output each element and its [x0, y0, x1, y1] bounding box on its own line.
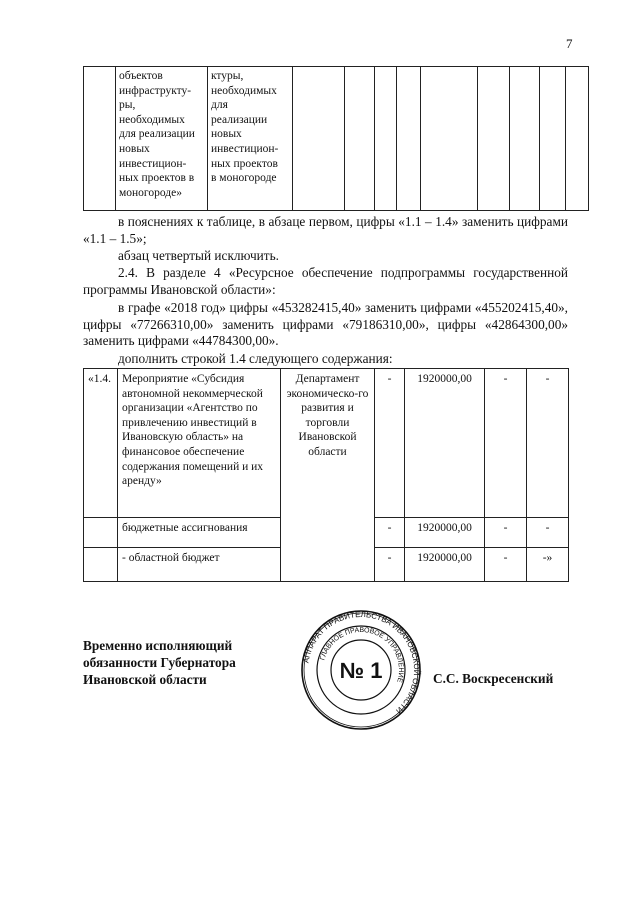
table-cell: [421, 67, 478, 211]
table-cell: [345, 67, 375, 211]
signatory-line: Ивановской области: [83, 672, 207, 687]
svg-text:АППАРАТ ПРАВИТЕЛЬСТВА ИВАНОВСК: АППАРАТ ПРАВИТЕЛЬСТВА ИВАНОВСКОЙ ОБЛАСТИ: [301, 609, 422, 716]
table-cell: [478, 67, 510, 211]
table-cell: [84, 518, 118, 548]
table-cell: -: [485, 548, 527, 582]
paragraph: дополнить строкой 1.4 следующего содержания:: [118, 351, 393, 366]
table-cell: [510, 67, 540, 211]
table-cell: [84, 548, 118, 582]
executor: Департамент экономическо-го развития и торговли Ивановской области: [281, 369, 375, 582]
table-cell: -: [375, 369, 405, 518]
table-cell: -: [527, 369, 569, 518]
table-cell: -: [527, 518, 569, 548]
svg-text:ГЛАВНОЕ ПРАВОВОЕ УПРАВЛЕНИЕ: ГЛАВНОЕ ПРАВОВОЕ УПРАВЛЕНИЕ: [319, 626, 405, 684]
paragraph: 2.4. В разделе 4 «Ресурсное обеспечение подпрограммы государственной программы Ивановской области»:: [83, 265, 568, 297]
table-cell: [375, 67, 397, 211]
table-cell: -: [375, 548, 405, 582]
signatory-title: [83, 637, 236, 688]
table-cell: [566, 67, 589, 211]
signatory-name: С.С. Воскресенский: [433, 671, 554, 686]
table-cell: -: [485, 369, 527, 518]
paragraph: в пояснениях к таблице, в абзаце первом, цифры «1.1 – 1.4» заменить цифрами «1.1 – 1.5»;: [83, 214, 568, 246]
table-cell: [540, 67, 566, 211]
paragraph: абзац четвертый исключить.: [118, 248, 279, 263]
signatory-line: Временно исполняющий: [83, 638, 233, 653]
table-cell: объектов инфраструкту- ры, необходимых для реализации новых инвестицион- ных проектов в моногороде»: [116, 67, 208, 211]
table-cell: [397, 67, 421, 211]
measure-name: - областной бюджет: [118, 548, 281, 582]
table-cell: -»: [527, 548, 569, 582]
table-cell: 1920000,00: [405, 548, 485, 582]
official-seal-icon: [300, 609, 422, 731]
addition-table: [83, 368, 569, 582]
table-cell: -: [375, 518, 405, 548]
page-number: 7: [566, 36, 573, 51]
paragraph: в графе «2018 год» цифры «453282415,40» заменить цифрами «455202415,40», цифры «77266310,00» заменить цифрами «79186310,00», цифры «42864300,00» заменить цифрами «44784300,00».: [83, 300, 568, 348]
continued-table: [83, 66, 589, 211]
table-cell: [293, 67, 345, 211]
signatory-line: обязанности Губернатора: [83, 655, 236, 670]
table-cell: 1920000,00: [405, 369, 485, 518]
table-cell: ктуры, необходимых для реализации новых инвестицион- ных проектов в моногороде: [208, 67, 293, 211]
table-cell: [84, 67, 116, 211]
measure-name: Мероприятие «Субсидия автономной некоммерческой организации «Агентство по привлечению инвестиций в Ивановскую область» на финансовое обеспечение содержания помещений и их аренду»: [118, 369, 281, 518]
table-cell: -: [485, 518, 527, 548]
svg-text:№ 1: № 1: [339, 658, 383, 683]
row-number: «1.4.: [84, 369, 118, 518]
table-cell: 1920000,00: [405, 518, 485, 548]
measure-name: бюджетные ассигнования: [118, 518, 281, 548]
